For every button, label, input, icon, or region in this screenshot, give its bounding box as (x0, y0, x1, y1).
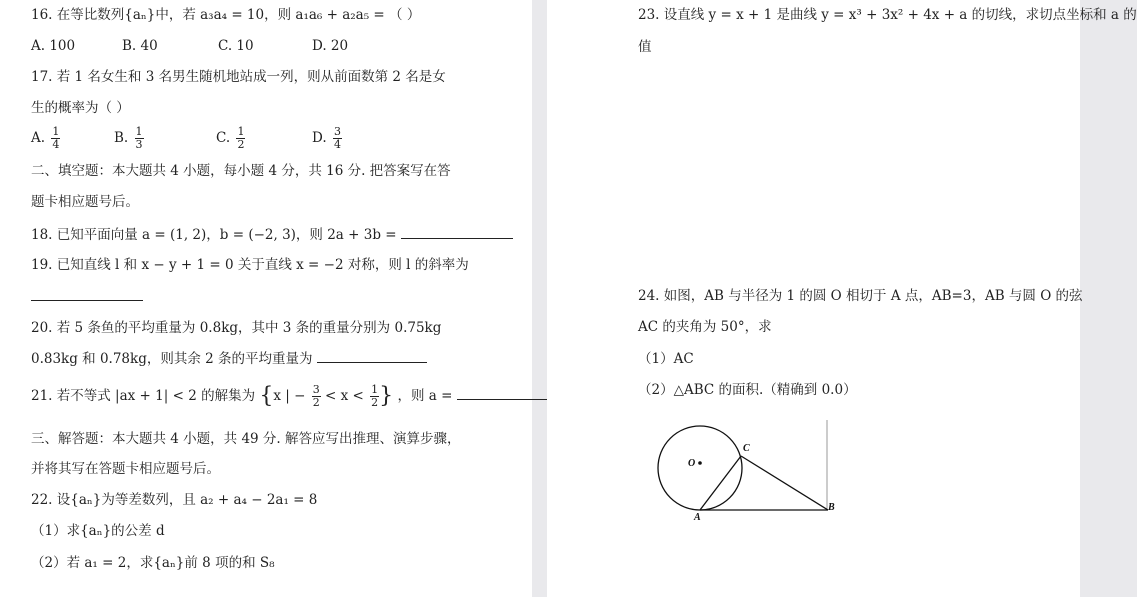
q20-text: 0.83kg 和 0.78kg，则其余 2 条的平均重量为 (31, 351, 313, 367)
q21-set-open-brace: { (259, 383, 274, 409)
q17-option-c-fraction (236, 126, 245, 151)
left-page (0, 0, 532, 597)
q21-set-left: x | − (273, 388, 306, 404)
section3-heading-line1: 三、解答题：本大题共 4 小题，共 49 分. 解答应写出推理、演算步骤， (31, 431, 461, 447)
q18-stem (31, 224, 513, 244)
fraction-numerator: 1 (371, 383, 379, 396)
section3-heading-line2: 并将其写在答题卡相应题号后。 (31, 461, 220, 477)
label-a: A (694, 512, 701, 523)
q19-stem-line1: 19. 已知直线 l 和 x − y + 1 = 0 关于直线 x = −2 对称，则 l 的斜率为 (31, 257, 469, 273)
q16-option-d: D. 20 (312, 38, 349, 54)
fraction-numerator: 1 (52, 125, 60, 138)
q21-suffix: ，则 a = (397, 388, 453, 404)
q16-option-c: C. 10 (218, 38, 254, 54)
q17-option-c-label: C. (216, 130, 231, 146)
q18-answer-blank (401, 224, 513, 239)
q16-option-b: B. 40 (122, 38, 158, 54)
q17-option-b (114, 126, 144, 151)
q17-option-d (312, 126, 342, 151)
q17-option-b-label: B. (114, 130, 129, 146)
label-o: O (688, 458, 696, 469)
q24-stem-line2: AC 的夹角为 50°，求 (638, 319, 772, 335)
q20-answer-blank (317, 348, 427, 363)
q17-option-d-fraction (333, 126, 342, 151)
chord-ac (700, 456, 741, 510)
segment-cb (741, 456, 828, 510)
q17-stem-line2: 生的概率为（ ） (31, 100, 130, 116)
q23-stem-line2: 值 (638, 39, 652, 55)
q21-set-mid: < x < (325, 388, 364, 404)
q24-part2: （2）△ABC 的面积.（精确到 0.0） (638, 382, 857, 398)
q21-fraction-1 (312, 384, 321, 409)
fraction-denominator: 2 (237, 138, 245, 151)
section2-heading-line2: 题卡相应题号后。 (31, 194, 139, 210)
q19-answer-blank (31, 286, 143, 301)
fraction-denominator: 3 (135, 138, 143, 151)
q17-option-c (216, 126, 245, 151)
q16-stem: 16. 在等比数列{aₙ}中，若 a₃a₄ = 10，则 a₁a₆ + a₂a₅ = （ ） (31, 7, 421, 23)
q22-part2: （2）若 a₁ = 2，求{aₙ}前 8 项的和 S₈ (31, 555, 275, 571)
q21-answer-blank (457, 385, 557, 400)
q20-stem-line1: 20. 若 5 条鱼的平均重量为 0.8kg，其中 3 条的重量分别为 0.75kg (31, 320, 442, 336)
label-b: B (828, 502, 835, 513)
q21-set-close-brace: } (379, 383, 394, 409)
q17-stem-line1: 17. 若 1 名女生和 3 名男生随机地站成一列，则从前面数第 2 名是女 (31, 69, 446, 85)
q24-geometry-figure (650, 418, 840, 523)
q17-option-a-fraction (51, 126, 60, 151)
q21-stem (31, 384, 557, 409)
q17-option-a-label: A. (31, 130, 46, 146)
q21-prefix: 21. 若不等式 |ax + 1| < 2 的解集为 (31, 388, 256, 404)
fraction-denominator: 2 (312, 396, 320, 409)
fraction-denominator: 4 (52, 138, 60, 151)
q20-stem-line2 (31, 348, 427, 368)
q17-option-b-fraction (135, 126, 144, 151)
fraction-denominator: 2 (371, 396, 379, 409)
q17-option-d-label: D. (312, 130, 327, 146)
center-point-o (698, 461, 702, 465)
q16-option-a: A. 100 (31, 38, 76, 54)
fraction-numerator: 1 (135, 125, 143, 138)
q23-stem-line1: 23. 设直线 y = x + 1 是曲线 y = x³ + 3x² + 4x + a 的切线，求切点坐标和 a 的 (638, 7, 1137, 23)
fraction-numerator: 3 (333, 125, 341, 138)
fraction-numerator: 3 (312, 383, 320, 396)
q22-part1: （1）求{aₙ}的公差 d (31, 523, 165, 539)
label-c: C (743, 443, 750, 454)
fraction-denominator: 4 (333, 138, 341, 151)
q19-answer-line (31, 286, 143, 306)
q24-stem-line1: 24. 如图，AB 与半径为 1 的圆 O 相切于 A 点，AB=3，AB 与圆 O 的弦 (638, 288, 1083, 304)
q17-option-a (31, 126, 60, 151)
q21-fraction-2 (370, 384, 379, 409)
fraction-numerator: 1 (237, 125, 245, 138)
q18-text: 18. 已知平面向量 a = (1, 2)，b = (−2, 3)，则 2a + 3b = (31, 227, 397, 243)
section2-heading-line1: 二、填空题：本大题共 4 小题，每小题 4 分，共 16 分. 把答案写在答 (31, 163, 451, 179)
circle-o (658, 426, 742, 510)
q24-part1: （1）AC (638, 351, 694, 367)
q22-stem: 22. 设{aₙ}为等差数列，且 a₂ + a₄ − 2a₁ = 8 (31, 492, 318, 508)
